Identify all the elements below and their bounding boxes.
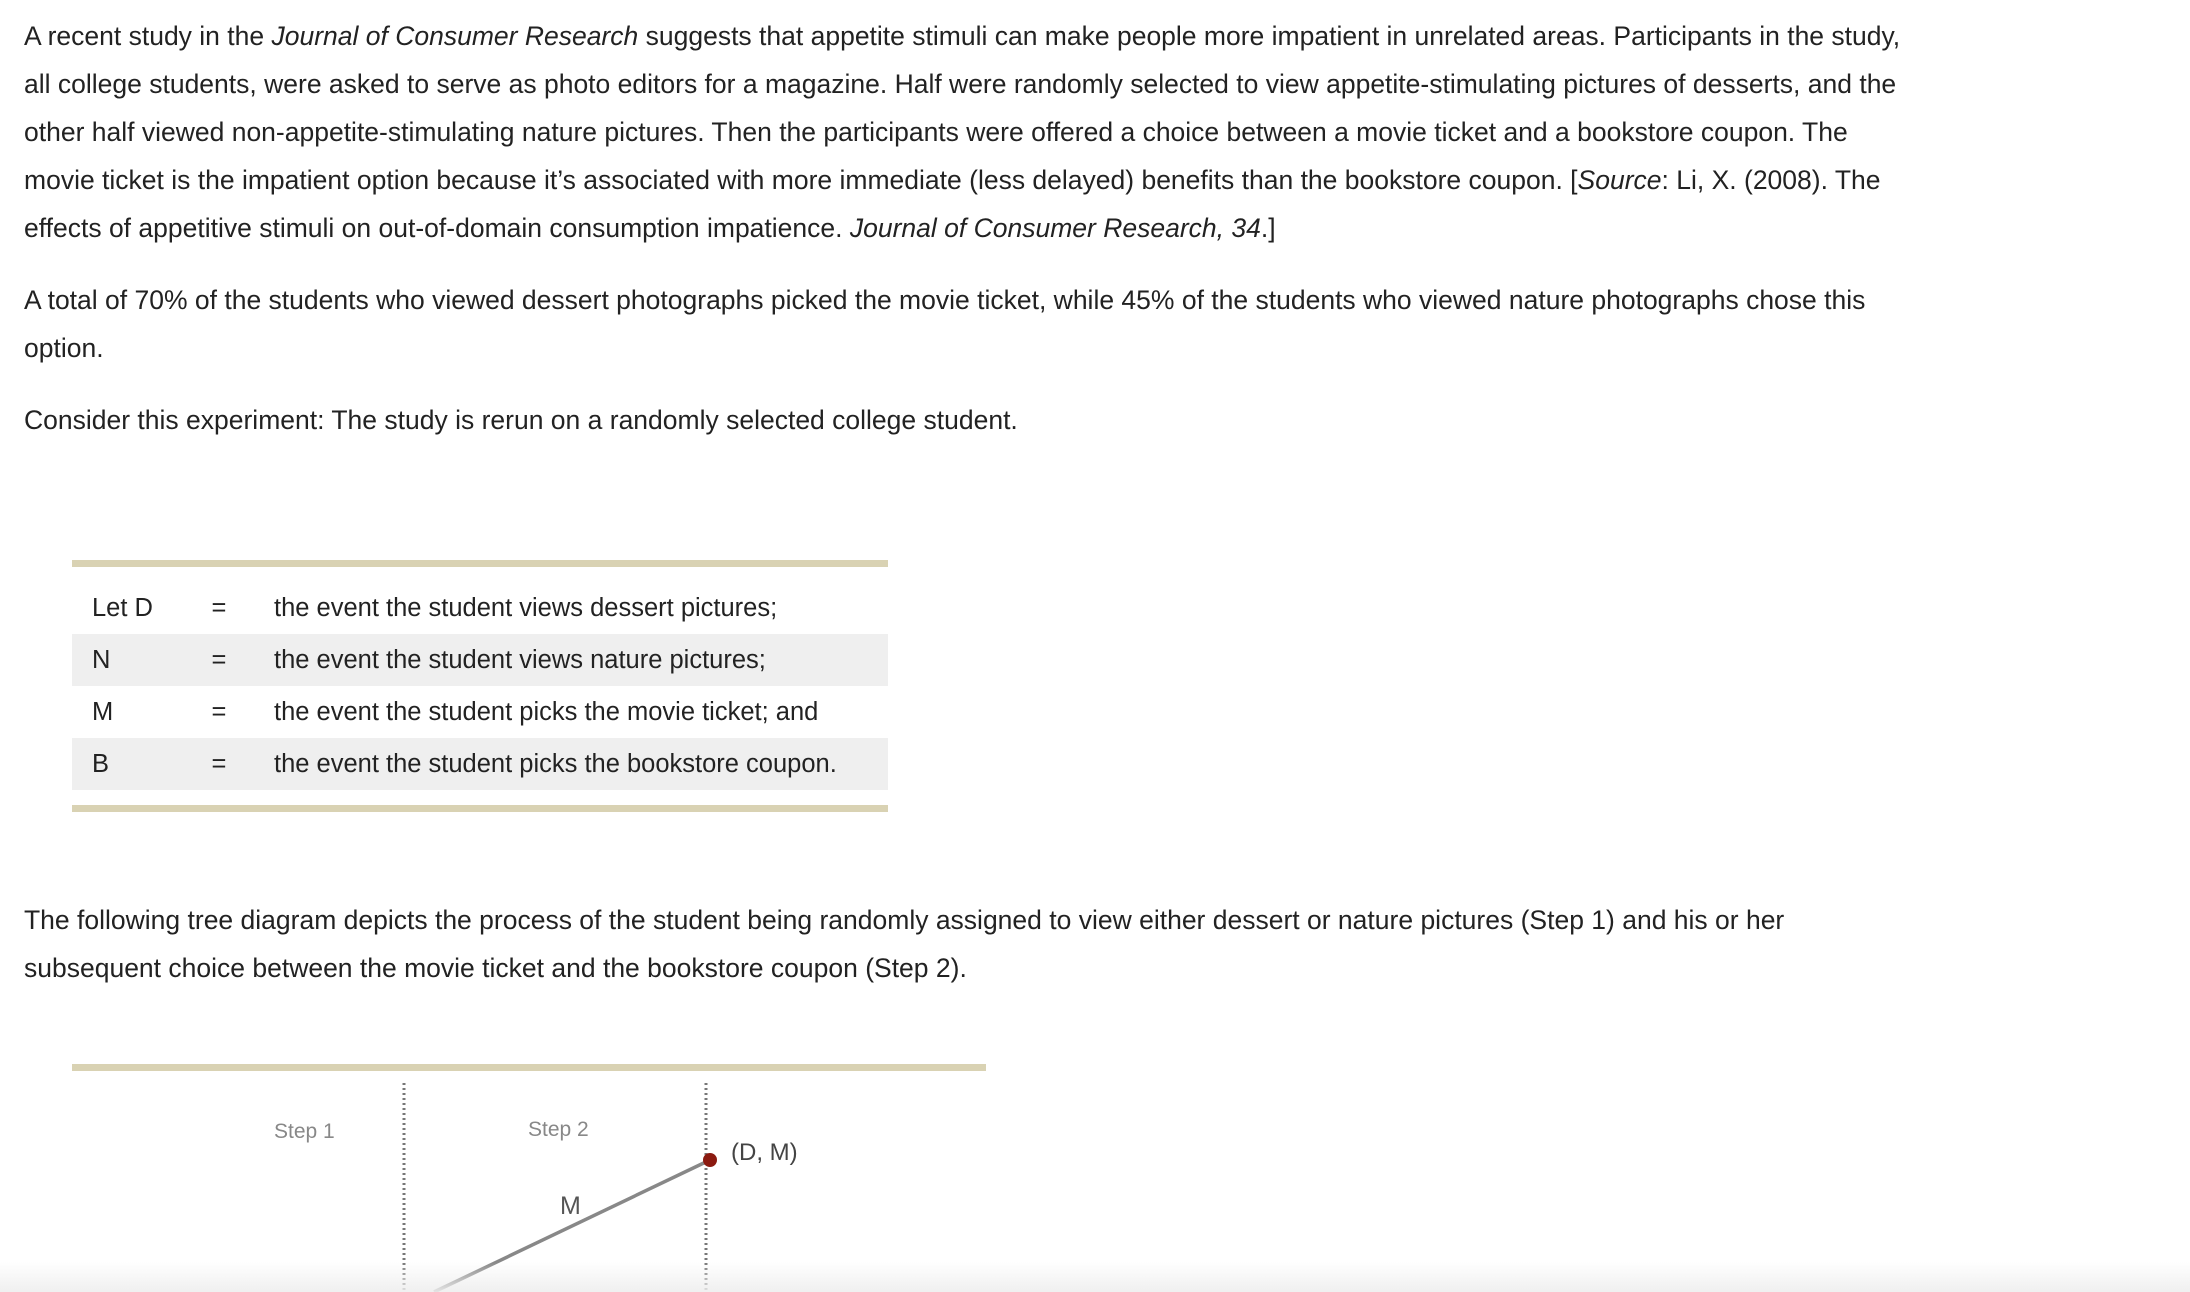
definition-row: N = the event the student views nature pictures; — [72, 634, 888, 686]
outcome-node-dm — [703, 1153, 717, 1167]
definitions-table — [72, 560, 888, 812]
definition-row: Let D = the event the student views dessert pictures; — [92, 593, 778, 622]
tree-diagram — [72, 1064, 986, 1292]
experiment-paragraph: Consider this experiment: The study is rerun on a randomly selected college student. — [24, 405, 1018, 435]
bottom-fade — [0, 1262, 2190, 1292]
step2-label: Step 2 — [528, 1118, 589, 1141]
intro-paragraph: A recent study in the Journal of Consumer Research suggests that appetite stimuli can make people more impatient in unrelated areas. Participants in the study, all college students, were asked to serve as photo editors for a magazine. Half were randomly selected to view appetite-stimulating pictures of desserts, and the other half viewed non-appetite-stimulating nature pictures. Then the participants were offered a choice between a movie ticket and a bookstore coupon. The movie ticket is the impatient option because it’s associated with more immediate (less delayed) benefits than the bookstore coupon. [Source: Li, X. (2008). The effects of appetitive stimuli on out-of-domain consumption impatience. Journal of Consumer Research, 34.] — [24, 21, 1901, 243]
tree-intro-paragraph: The following tree diagram depicts the process of the student being randomly assigned to view either dessert or nature pictures (Step 1) and his or her subsequent choice between the movie ticket and the bookstore coupon (Step 2). — [24, 905, 1785, 983]
results-paragraph: A total of 70% of the students who viewed dessert photographs picked the movie ticket, while 45% of the students who viewed nature photographs chose this option. — [24, 285, 1866, 363]
journal-title: Journal of Consumer Research — [271, 21, 639, 51]
problem-text — [24, 12, 1904, 444]
step1-label: Step 1 — [274, 1120, 335, 1143]
diagram-top-bar — [72, 1064, 986, 1071]
definition-row: M = the event the student picks the movie ticket; and — [92, 697, 819, 726]
journal-citation: Journal of Consumer Research, 34 — [849, 213, 1261, 243]
tree-diagram-svg — [72, 1071, 986, 1292]
branch-label-m: M — [560, 1192, 581, 1220]
tree-description — [24, 896, 1904, 992]
source-label: Source — [1577, 165, 1662, 195]
outcome-label-dm: (D, M) — [731, 1139, 798, 1166]
definition-row: B = the event the student picks the bookstore coupon. — [72, 738, 888, 790]
table-bottom-bar — [72, 805, 888, 812]
table-top-bar — [72, 560, 888, 567]
